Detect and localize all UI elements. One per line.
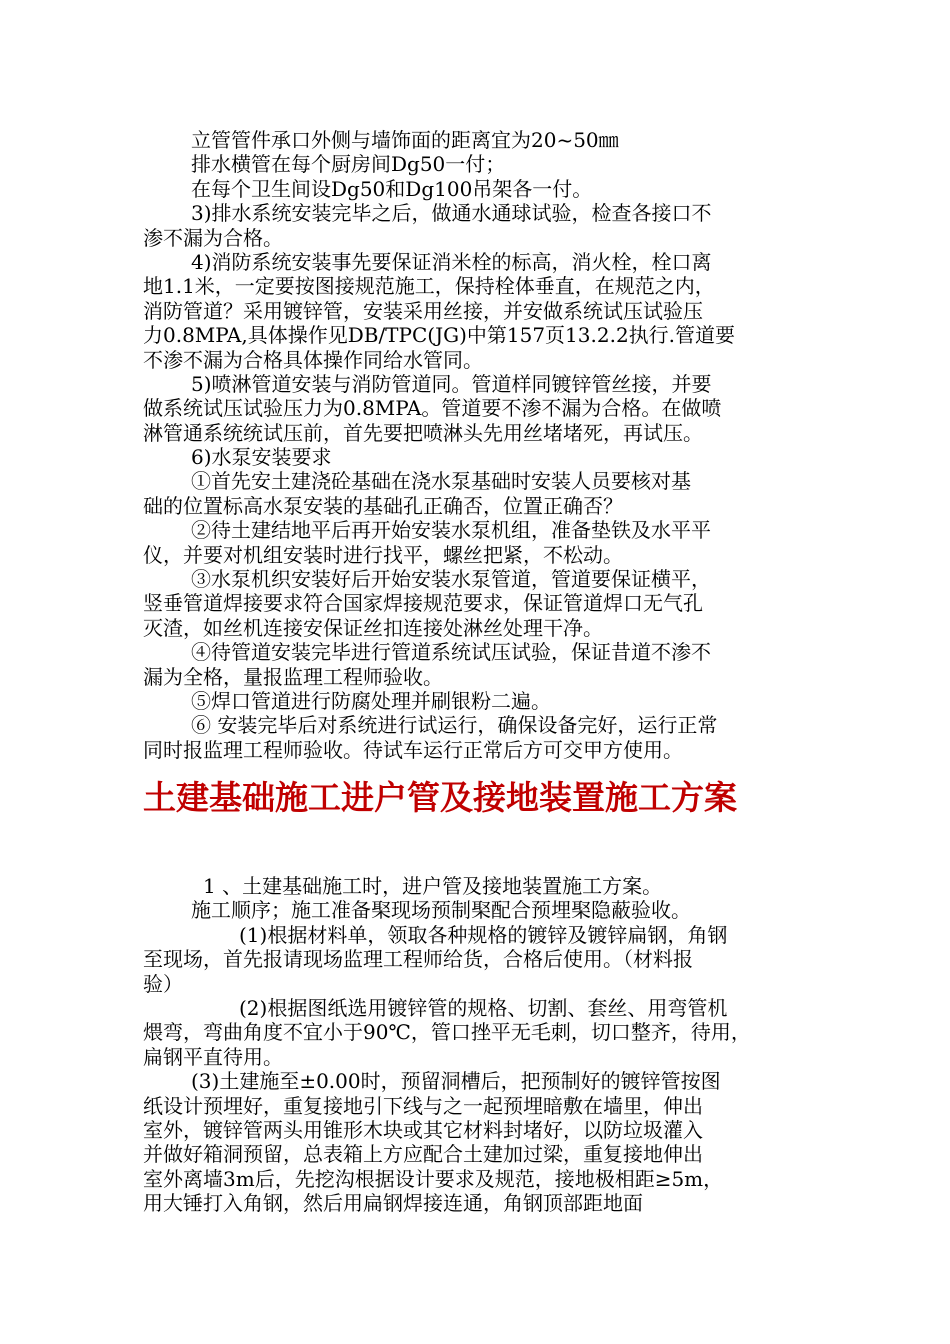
text-line: 1 、土建基础施工时，进户管及接地装置施工方案。 — [203, 874, 663, 898]
text-line: 渗不漏为合格。 — [143, 225, 283, 250]
text-line: ③水泵机织安装好后开始安装水泵管道，管道要保证横平， — [191, 567, 711, 592]
text-line: 地1.1米，一定要按图接规范施工，保持栓体垂直，在规范之内， — [143, 274, 715, 299]
text-line: 至现场，首先报请现场监理工程师给货，合格后使用。（材料报 — [143, 947, 693, 972]
text-line: (1)根据材料单，领取各种规格的镀锌及镀锌扁钢，角钢 — [239, 922, 728, 947]
text-line: 4)消防系统安装事先要保证消米栓的标高，消火栓，栓口离 — [191, 249, 712, 274]
text-line: 排水横管在每个厨房间Dg50一付； — [191, 152, 506, 177]
text-line: 在每个卫生间设Dg50和Dg100吊架各一付。 — [191, 176, 593, 201]
text-line: 纸设计预埋好，重复接地引下线与之一起预埋暗敷在墙里，伸出 — [143, 1093, 703, 1118]
text-line: 室外，镀锌管两头用锥形木块或其它材料封堵好，以防垃圾灌入 — [143, 1117, 703, 1142]
text-line: 竖垂管道焊接要求符合国家焊接规范要求，保证管道焊口无气孔 — [143, 591, 703, 616]
text-line: 并做好箱洞预留，总表箱上方应配合土建加过梁，重复接地伸出 — [143, 1142, 703, 1167]
text-line: ④待管道安装完毕进行管道系统试压试验，保证昔道不渗不 — [191, 640, 711, 665]
text-line: 室外离墙3m后，先挖沟根据设计要求及规范，接地极相距≥5m， — [143, 1166, 724, 1191]
section-heading: 土建基础施工进户管及接地装置施工方案 — [143, 778, 737, 817]
text-line: ①首先安土建浇砼基础在浇水泵基础时安装人员要核对基 — [191, 469, 691, 494]
text-line: 仪，并要对机组安装时进行找平，螺丝把紧，不松动。 — [143, 542, 623, 567]
text-line: (2)根据图纸选用镀锌管的规格、切割、套丝、用弯管机 — [239, 995, 728, 1020]
text-line: 6)水泵安装要求 — [191, 445, 332, 470]
text-line: 灭渣，如丝机连接安保证丝扣连接处淋丝处理干净。 — [143, 615, 603, 640]
text-line: 验） — [143, 971, 183, 996]
text-line: 施工顺序；施工准备棸现场预制棸配合预埋棸隐蔽验收。 — [191, 898, 691, 923]
text-line: 础的位置标高水泵安装的基础孔正确否，位置正确否？ — [143, 493, 623, 518]
text-line: 漏为全格，量报监理工程师验收。 — [143, 664, 443, 689]
text-line: 同时报监理工程师验收。待试车运行正常后方可交甲方使用。 — [143, 737, 683, 762]
text-line: 力0.8MPA,具体操作见DB/TPC(JG)中第157页13.2.2执行.管道要 — [143, 323, 736, 348]
text-line: 立管管件承口外侧与墙饰面的距离宜为20~50㎜ — [191, 128, 619, 152]
text-line: 不渗不漏为合格具体操作同给水管同。 — [143, 347, 483, 372]
text-line: 煨弯，弯曲角度不宜小于90℃，管口挫平无毛刺，切口整齐，待用， — [143, 1020, 751, 1045]
text-line: ⑥ 安装完毕后对系统进行试运行，确保设备完好，运行正常 — [191, 713, 718, 738]
text-line: 淋管通系统统试压前，首先要把喷淋头先用丝堵堵死，再试压。 — [143, 420, 703, 445]
text-line: 做系统试压试验压力为0.8MPA。管道要不渗不漏为合格。在做喷 — [143, 396, 722, 421]
text-line: ⑤焊口管道进行防腐处理并刷银粉二遍。 — [191, 688, 551, 713]
text-line: 消防管道？采用镀锌管，安装采用丝接，并安做系统试压试验压 — [143, 298, 703, 323]
text-line: 3)排水系统安装完毕之后，做通水通球试验，检查各接口不 — [191, 201, 712, 226]
text-line: (3)土建施至±0.00时，预留洞槽后，把预制好的镀锌管按图 — [191, 1069, 721, 1094]
text-line: 5)喷淋管道安装与消防管道同。管道样同镀锌管丝接，并要 — [191, 371, 712, 396]
body-text-section-1 — [143, 128, 823, 762]
text-line: 用大锤打入角钢，然后用扁钢焊接连通，角钢顶部距地面 — [143, 1191, 643, 1216]
body-text-section-2 — [143, 874, 823, 1215]
text-line: 扁钢平直待用。 — [143, 1044, 283, 1069]
text-line: ②待土建结地平后再开始安装水泵机组，准备垫铁及水平平 — [191, 518, 711, 543]
